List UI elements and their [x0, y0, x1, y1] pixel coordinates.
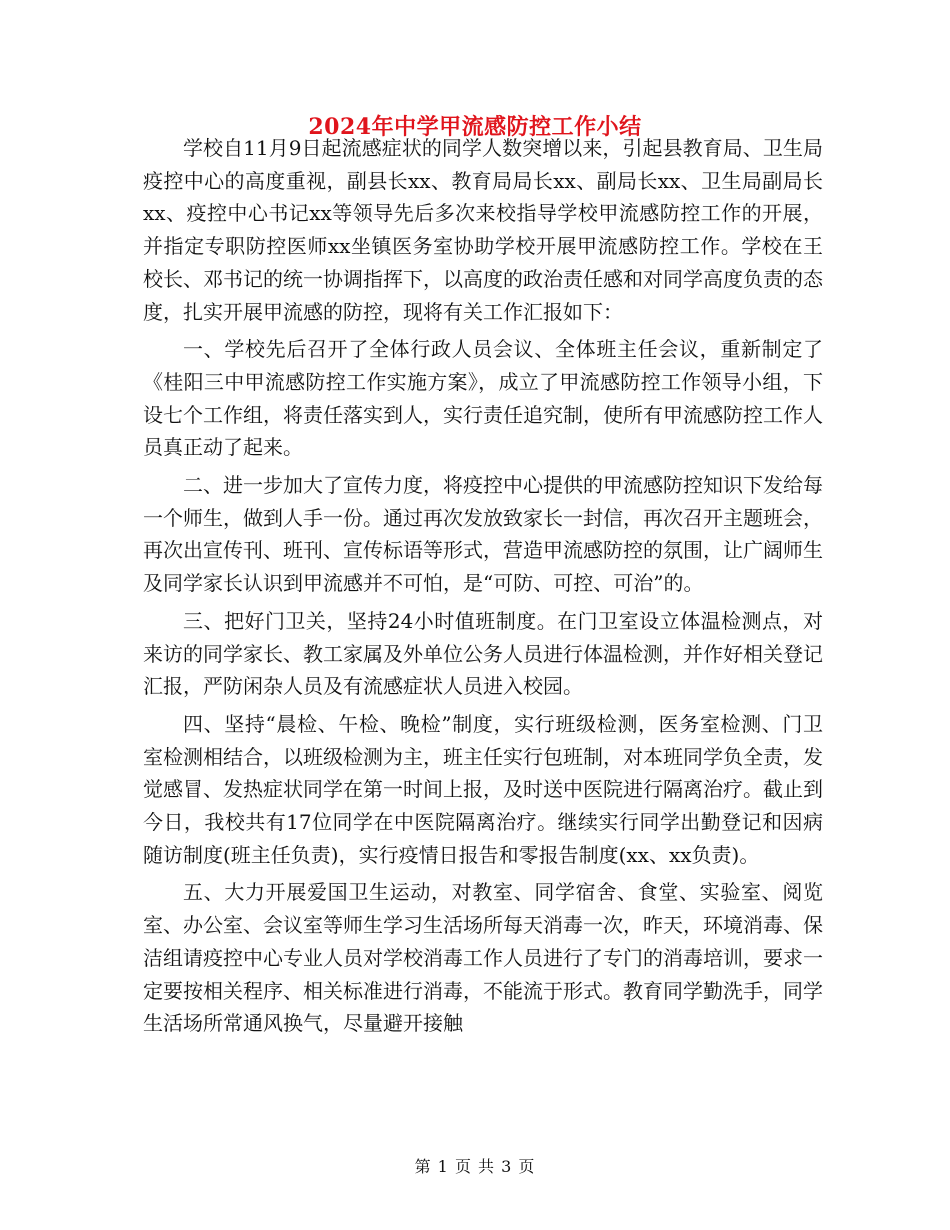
paragraph-section-1: 一、学校先后召开了全体行政人员会议、全体班主任会议，重新制定了《桂阳三中甲流感防控工作实施方案》，成立了甲流感防控工作领导小组，下设七个工作组，将责任落实到人，实行责任追究制，使所有甲流感防控工作人员真正动了起来。	[143, 337, 823, 460]
paragraph-section-5: 五、大力开展爱国卫生运动，对教室、同学宿舍、食堂、实验室、阅览室、办公室、会议室等师生学习生活场所每天消毒一次，昨天，环境消毒、保洁组请疫控中心专业人员对学校消毒工作人员进行了专门的消毒培训，要求一定要按相关程序、相关标准进行消毒，不能流于形式。教育同学勤洗手，同学生活场所常通风换气，尽量避开接触	[143, 880, 823, 1036]
document-body	[143, 132, 823, 1040]
document-title: 2024年中学甲流感防控工作小结	[308, 114, 642, 140]
paragraph-intro: 学校自11月9日起流感症状的同学人数突增以来，引起县教育局、卫生局疫控中心的高度重视，副县长xx、教育局局长xx、副局长xx、卫生局副局长xx、疫控中心书记xx等领导先后多次来校指导学校甲流感防控工作的开展，并指定专职防控医师xx坐镇医务室协助学校开展甲流感防控工作。学校在王校长、邓书记的统一协调指挥下，以高度的政治责任感和对同学高度负责的态度，扎实开展甲流感的防控，现将有关工作汇报如下：	[143, 136, 823, 324]
paragraph-section-3: 三、把好门卫关，坚持24小时值班制度。在门卫室设立体温检测点，对来访的同学家长、教工家属及外单位公务人员进行体温检测，并作好相关登记汇报，严防闲杂人员及有流感症状人员进入校园。	[143, 608, 823, 699]
paragraph-section-2: 二、进一步加大了宣传力度，将疫控中心提供的甲流感防控知识下发给每一个师生，做到人手一份。通过再次发放致家长一封信，再次召开主题班会，再次出宣传刊、班刊、宣传标语等形式，营造甲流感防控的氛围，让广阔师生及同学家长认识到甲流感并不可怕，是“可防、可控、可治”的。	[143, 473, 823, 596]
page-number-footer: 第 1 页 共 3 页	[414, 1157, 536, 1176]
paragraph-section-4: 四、坚持“晨检、午检、晚检”制度，实行班级检测，医务室检测、门卫室检测相结合，以班级检测为主，班主任实行包班制，对本班同学负全责，发觉感冒、发热症状同学在第一时间上报，及时送中医院进行隔离治疗。截止到今日，我校共有17位同学在中医院隔离治疗。继续实行同学出勤登记和因病随访制度(班主任负责)，实行疫情日报告和零报告制度(xx、xx负责)。	[143, 711, 823, 867]
